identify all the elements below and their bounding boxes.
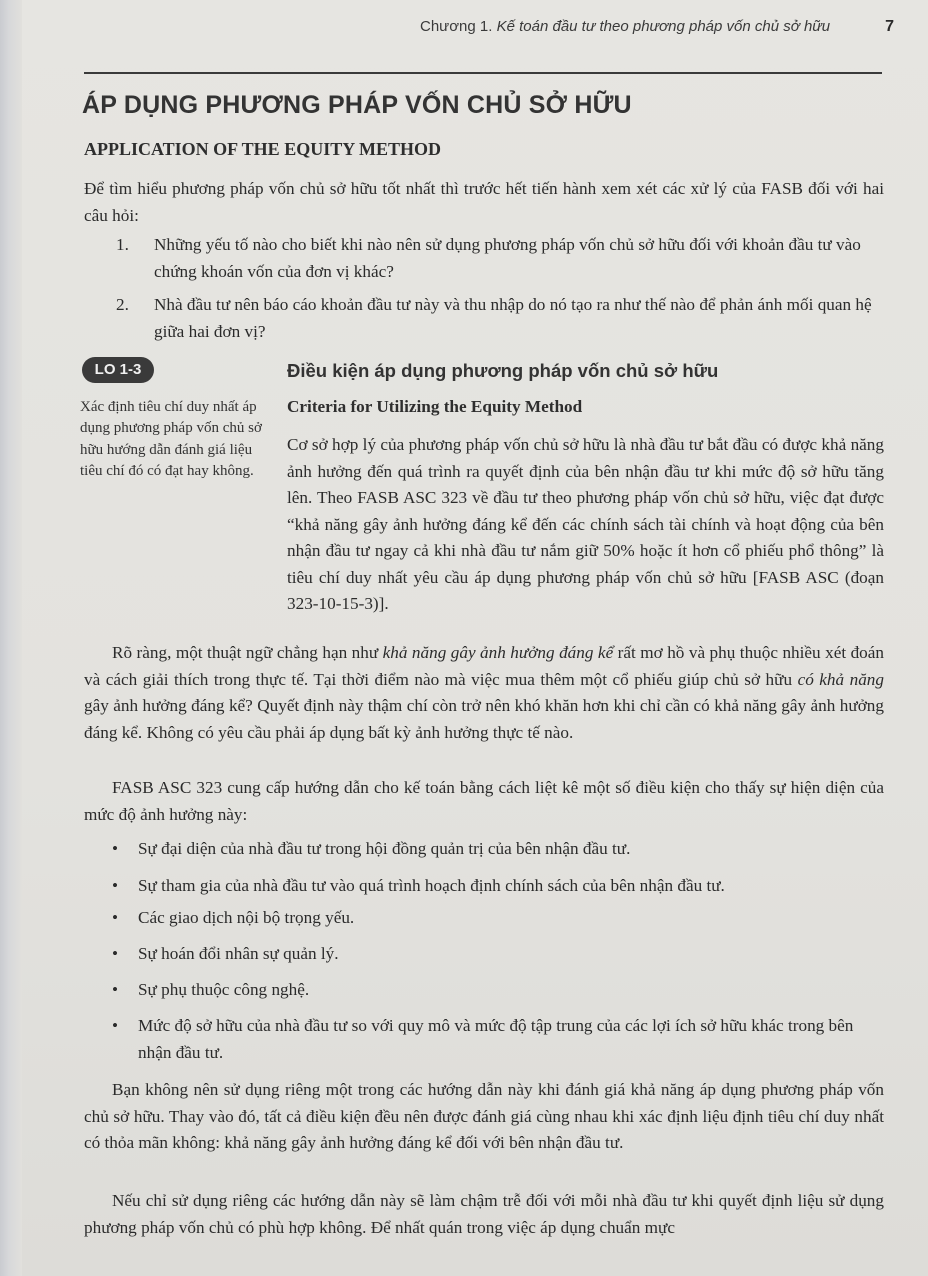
running-head — [420, 18, 894, 35]
bullet-icon: • — [112, 944, 119, 963]
bullet-icon: • — [112, 1016, 119, 1035]
list-item — [112, 977, 884, 1004]
bullet-icon: • — [112, 839, 119, 858]
list-item-text: Sự đại diện của nhà đầu tư trong hội đồng quản trị của bên nhận đầu tư. — [138, 839, 631, 858]
learning-objective-title: Điều kiện áp dụng phương pháp vốn chủ sở hữu — [287, 360, 719, 381]
emphasis-text: có khả năng — [797, 669, 884, 689]
question-item — [116, 232, 884, 285]
text-run: rất mơ hồ và phụ thuộc nhiều xét đoán và cách giải thích trong thực tế. Tại thời điểm nào mà việc mua thêm một cổ phiếu giúp chủ sở hữu — [84, 643, 884, 689]
list-item — [112, 905, 884, 932]
bullet-icon: • — [112, 876, 119, 895]
subsection-title-english: Criteria for Utilizing the Equity Method — [287, 397, 583, 416]
list-item-text: Các giao dịch nội bộ trọng yếu. — [138, 908, 355, 927]
list-item-text: Mức độ sở hữu của nhà đầu tư so với quy mô và mức độ tập trung của các lợi ích sở hữu khác trong bên nhận đầu tư. — [138, 1016, 854, 1062]
list-item-text: Sự phụ thuộc công nghệ. — [138, 980, 310, 999]
question-number: 2. — [116, 295, 129, 314]
criteria-paragraph: Cơ sở hợp lý của phương pháp vốn chủ sở hữu là nhà đầu tư bắt đầu có được khả năng ảnh hưởng đến quá trình ra quyết định của bên nhận đầu tư khi mức độ sở hữu tăng lên. Theo FASB ASC 323 về đầu tư theo phương pháp vốn chủ sở hữu, việc đạt được “khả năng gây ảnh hưởng đáng kể đến các chính sách tài chính và hoạt động của bên nhận đầu tư ngay cả khi nhà đầu tư nắm giữ 50% hoặc ít hơn cổ phiếu phổ thông” là tiêu chí duy nhất yêu cầu áp dụng phương pháp vốn chủ sở hữu [FASB ASC (đoạn 323-10-15-3)]. — [287, 435, 884, 613]
page-number: 7 — [885, 18, 894, 35]
text-run: Rõ ràng, một thuật ngữ chẳng hạn như — [112, 643, 383, 662]
evaluate-together-paragraph: Bạn không nên sử dụng riêng một trong các hướng dẫn này khi đánh giá khả năng áp dụng phương pháp vốn chủ sở hữu. Thay vào đó, tất cả điều kiện đều nên được đánh giá cùng nhau khi xác định liệu định tiêu chí duy nhất có thỏa mãn không: khả năng gây ảnh hưởng đáng kể đối với bên nhận đầu tư. — [84, 1080, 884, 1152]
question-text: Những yếu tố nào cho biết khi nào nên sử dụng phương pháp vốn chủ sở hữu đối với khoản đầu tư vào chứng khoán vốn của đơn vị khác? — [154, 235, 861, 281]
list-item-text: Sự tham gia của nhà đầu tư vào quá trình hoạch định chính sách của bên nhận đầu tư. — [138, 876, 725, 895]
list-item — [112, 836, 884, 863]
question-item — [116, 292, 884, 345]
list-item — [112, 873, 884, 900]
intro-paragraph: Để tìm hiểu phương pháp vốn chủ sở hữu tốt nhất thì trước hết tiến hành xem xét các xử lý của FASB đối với hai câu hỏi: — [84, 179, 884, 225]
delay-paragraph: Nếu chỉ sử dụng riêng các hướng dẫn này sẽ làm chậm trễ đối với mỗi nhà đầu tư khi quyết định liệu sử dụng phương pháp vốn chủ có phù hợp không. Để nhất quán trong việc áp dụng chuẩn mực — [84, 1191, 884, 1237]
text-run: gây ảnh hưởng đáng kể? Quyết định này thậm chí còn trở nên khó khăn hơn khi chỉ cần có khả năng gây ảnh hưởng đáng kể. Không có yêu cầu phải áp dụng bất kỳ ảnh hưởng thực tế nào. — [84, 696, 884, 742]
running-head-chapter: Chương 1. — [420, 18, 493, 35]
list-item — [112, 1013, 884, 1066]
question-text: Nhà đầu tư nên báo cáo khoản đầu tư này và thu nhập do nó tạo ra như thế nào để phản ánh mối quan hệ giữa hai đơn vị? — [154, 295, 872, 341]
learning-objective-badge: LO 1-3 — [82, 357, 154, 383]
list-item-text: Sự hoán đổi nhân sự quản lý. — [138, 944, 339, 963]
asc-guidance-paragraph: FASB ASC 323 cung cấp hướng dẫn cho kế toán bằng cách liệt kê một số điều kiện cho thấy sự hiện diện của mức độ ảnh hưởng này: — [84, 778, 884, 824]
header-rule — [84, 72, 882, 74]
bullet-icon: • — [112, 980, 119, 999]
emphasis-text: khả năng gây ảnh hưởng đáng kể — [382, 643, 614, 662]
margin-note: Xác định tiêu chí duy nhất áp dụng phương pháp vốn chủ sở hữu hướng dẫn đánh giá liệu tiêu chí đó có đạt hay không. — [80, 399, 262, 480]
running-head-title: Kế toán đầu tư theo phương pháp vốn chủ sở hữu — [496, 18, 831, 35]
bullet-icon: • — [112, 908, 119, 927]
section-title: ÁP DỤNG PHƯƠNG PHÁP VỐN CHỦ SỞ HỮU — [82, 91, 632, 119]
list-item — [112, 941, 884, 968]
page-binding-gutter — [0, 0, 22, 1276]
question-number: 1. — [116, 235, 129, 254]
significant-influence-paragraph — [84, 640, 884, 746]
section-title-english: APPLICATION OF THE EQUITY METHOD — [84, 139, 442, 159]
